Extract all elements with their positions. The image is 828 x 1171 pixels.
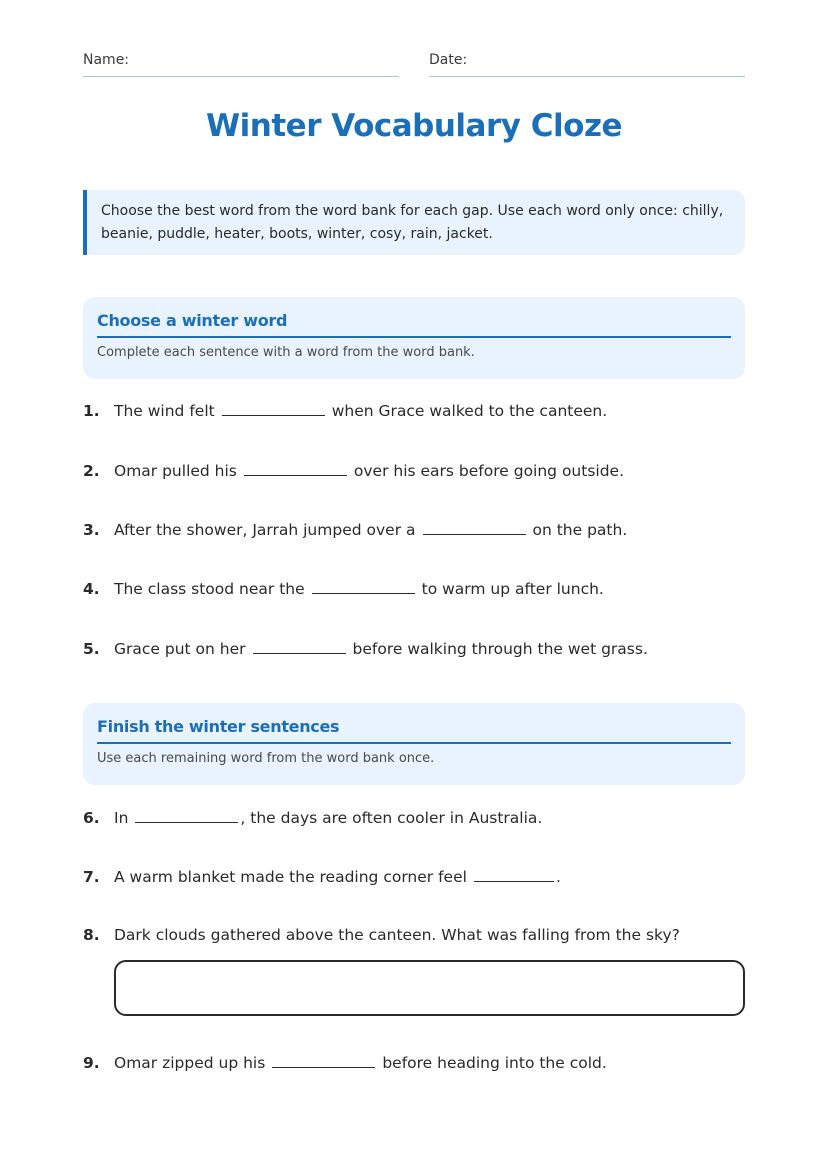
question-number: 4. [83, 580, 100, 598]
question-text-before: A warm blanket made the reading corner feel [114, 868, 467, 886]
question-text-before: Omar pulled his [114, 462, 237, 480]
question-number: 1. [83, 402, 100, 420]
question-text-before: Grace put on her [114, 640, 246, 658]
answer-blank[interactable] [244, 460, 347, 476]
question-2 [83, 460, 745, 484]
question-number: 8. [83, 926, 100, 944]
question-text-after: . [555, 868, 561, 886]
question-number: 6. [83, 809, 100, 827]
name-field[interactable] [83, 52, 399, 77]
question-text-after: to warm up after lunch. [421, 580, 604, 598]
page-title: Winter Vocabulary Cloze [205, 108, 623, 144]
section-finish-winter-sentences [83, 703, 745, 785]
question-9 [83, 1052, 745, 1076]
question-text-after: on the path. [532, 521, 628, 539]
question-text-before: In [114, 809, 129, 827]
question-text-before: Omar zipped up his [114, 1054, 266, 1072]
question-text-before: The wind felt [114, 402, 215, 420]
question-7 [83, 866, 745, 890]
answer-blank[interactable] [135, 807, 238, 823]
answer-blank[interactable] [474, 866, 554, 882]
question-number: 7. [83, 868, 100, 886]
instructions-text: Choose the best word from the word bank for each gap. Use each word only once: chilly, beanie, puddle, heater, boots, winter, cosy, rain, jacket. [101, 203, 724, 242]
question-number: 9. [83, 1054, 100, 1072]
section-description: Complete each sentence with a word from the word bank. [97, 345, 475, 360]
header-row [83, 52, 745, 78]
answer-blank[interactable] [423, 519, 526, 535]
question-5 [83, 638, 745, 662]
question-number: 5. [83, 640, 100, 658]
question-8 [83, 926, 745, 950]
name-label: Name: [83, 52, 130, 68]
question-1 [83, 400, 745, 424]
answer-box-question-8[interactable] [114, 960, 745, 1016]
question-text-after: , the days are often cooler in Australia. [240, 809, 543, 827]
section-title: Choose a winter word [97, 311, 731, 338]
question-text-before: The class stood near the [114, 580, 305, 598]
question-text-after: over his ears before going outside. [353, 462, 625, 480]
question-4 [83, 578, 745, 602]
answer-blank[interactable] [253, 638, 346, 654]
question-6 [83, 807, 745, 831]
question-text-after: when Grace walked to the canteen. [331, 402, 608, 420]
question-text-before: Dark clouds gathered above the canteen. What was falling from the sky? [114, 926, 680, 944]
date-label: Date: [429, 52, 468, 68]
section-title: Finish the winter sentences [97, 717, 731, 744]
question-text-after: before walking through the wet grass. [352, 640, 648, 658]
section-description: Use each remaining word from the word bank once. [97, 751, 435, 766]
date-field[interactable] [429, 52, 745, 77]
answer-blank[interactable] [272, 1052, 375, 1068]
question-number: 2. [83, 462, 100, 480]
question-text-after: before heading into the cold. [382, 1054, 607, 1072]
question-3 [83, 519, 745, 543]
question-text-before: After the shower, Jarrah jumped over a [114, 521, 416, 539]
instructions-box [83, 190, 745, 255]
question-number: 3. [83, 521, 100, 539]
section-choose-winter-word [83, 297, 745, 379]
answer-blank[interactable] [222, 400, 325, 416]
answer-blank[interactable] [312, 578, 415, 594]
